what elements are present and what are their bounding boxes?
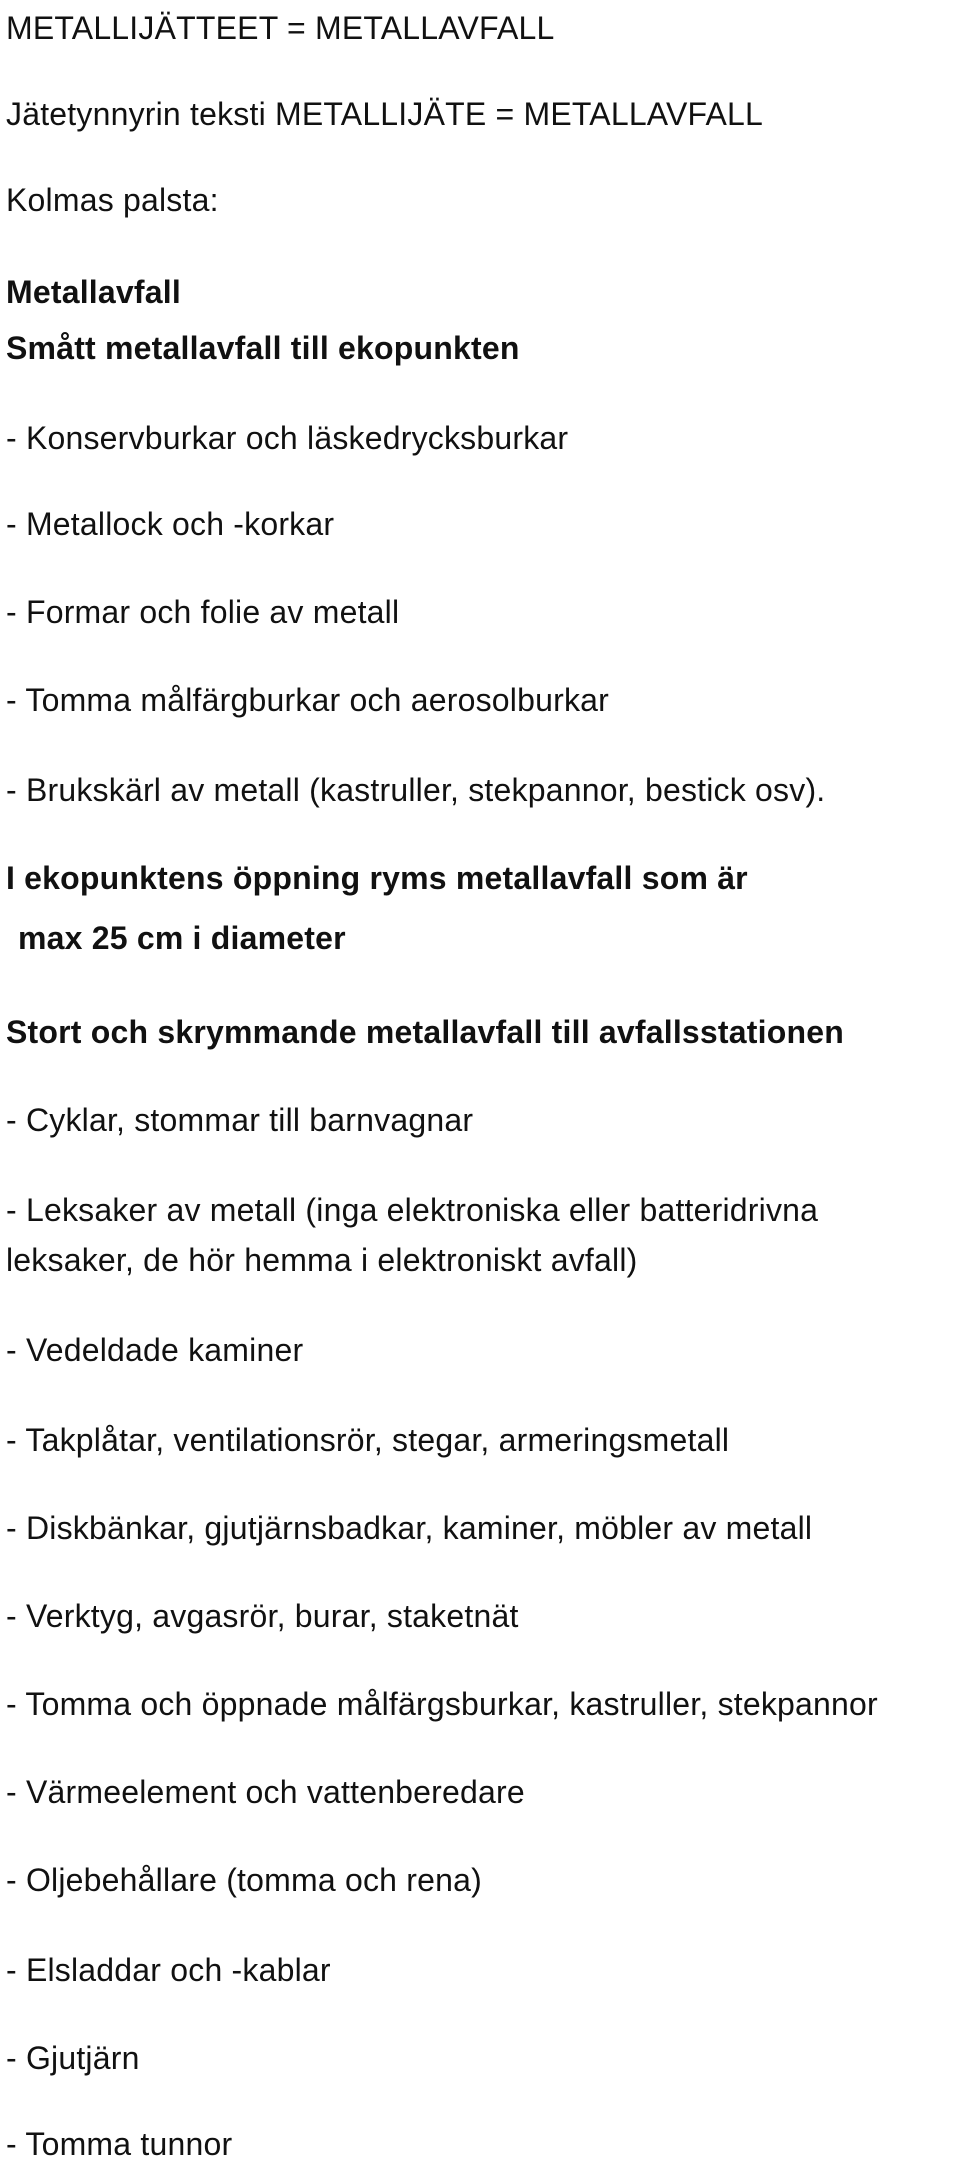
large-list-item: - Gjutjärn — [6, 2040, 140, 2076]
large-list-item: - Tomma och öppnade målfärgsburkar, kastruller, stekpannor — [6, 1686, 878, 1722]
large-list-item: - Verktyg, avgasrör, burar, staketnät — [6, 1598, 519, 1634]
large-list-item: - Tomma tunnor — [6, 2126, 233, 2162]
large-list-item-continuation: leksaker, de hör hemma i elektroniskt avfall) — [6, 1242, 638, 1278]
column-label: Kolmas palsta: — [6, 182, 219, 218]
size-note-line-1: I ekopunktens öppning ryms metallavfall som är — [6, 860, 748, 896]
small-list-item: - Tomma målfärgburkar och aerosolburkar — [6, 682, 610, 718]
large-list-item: - Diskbänkar, gjutjärnsbadkar, kaminer, möbler av metall — [6, 1510, 813, 1546]
large-list-item: - Cyklar, stommar till barnvagnar — [6, 1102, 474, 1138]
large-list-item: - Oljebehållare (tomma och rena) — [6, 1862, 482, 1898]
size-note-line-2: max 25 cm i diameter — [18, 920, 346, 956]
small-list-item: - Brukskärl av metall (kastruller, stekpannor, bestick osv). — [6, 772, 826, 808]
document-title: METALLIJÄTTEET = METALLAVFALL — [6, 10, 555, 46]
large-list-item: - Takplåtar, ventilationsrör, stegar, armeringsmetall — [6, 1422, 730, 1458]
small-list-item: - Konservburkar och läskedrycksburkar — [6, 420, 569, 456]
small-section-heading: Smått metallavfall till ekopunkten — [6, 330, 520, 366]
document-subtitle: Jätetynnyrin teksti METALLIJÄTE = METALLAVFALL — [6, 96, 764, 132]
large-list-item: - Elsladdar och -kablar — [6, 1952, 331, 1988]
large-list-item: - Leksaker av metall (inga elektroniska eller batteridrivna — [6, 1192, 819, 1228]
large-list-item: - Vedeldade kaminer — [6, 1332, 304, 1368]
large-section-heading: Stort och skrymmande metallavfall till avfallsstationen — [6, 1014, 844, 1050]
section-heading: Metallavfall — [6, 274, 181, 310]
large-list-item: - Värmeelement och vattenberedare — [6, 1774, 525, 1810]
small-list-item: - Formar och folie av metall — [6, 594, 400, 630]
small-list-item: - Metallock och -korkar — [6, 506, 335, 542]
